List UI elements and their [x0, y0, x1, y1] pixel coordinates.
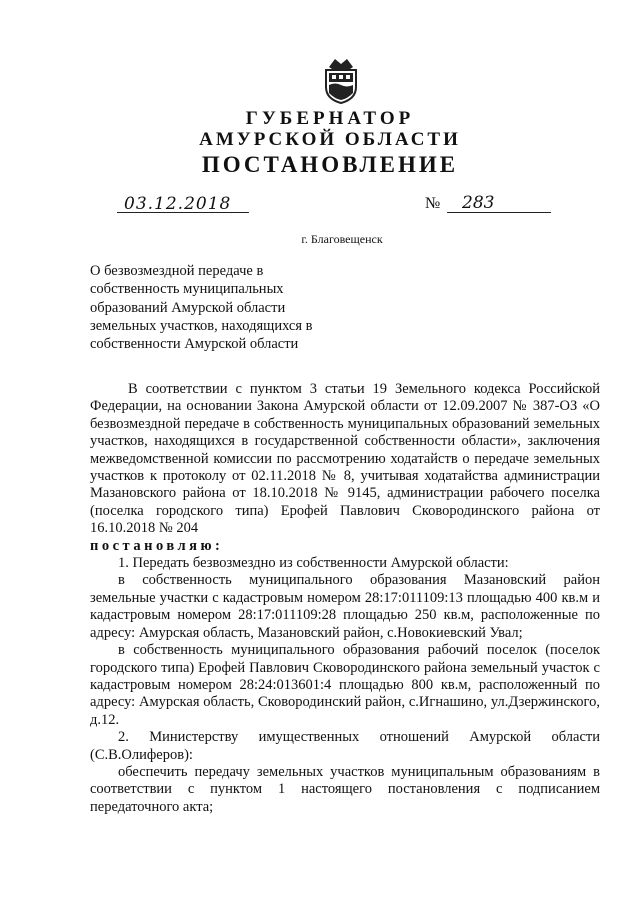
item-2-paragraph-a: обеспечить передачу земельных участков муниципальным образованиям в соответствии с пунктом 1 настоящего постановления с подписанием передаточного акта;	[90, 763, 600, 815]
number-underline	[447, 212, 551, 213]
amur-coat-of-arms-icon	[319, 55, 363, 105]
date-underline	[117, 212, 249, 213]
document-body	[90, 381, 600, 816]
decree-word: постановляю:	[90, 537, 224, 554]
item-1-paragraph-b: в собственность муниципального образования рабочий поселок (поселок городского типа) Ерофей Павлович Сковородинского района земельный участок с кадастровым номером 28:24:013601:4 площадью 800 кв.м, расположенный по адресу: Амурская область, Сковородинский район, с.Игнашино, ул.Дзержинского, д.12.	[90, 642, 600, 728]
city-name: г. Благовещенск	[301, 232, 383, 246]
item-1-paragraph-a: в собственность муниципального образования Мазановский район земельные участки с кадастровым номером 28:17:011109:13 площадью 400 кв.м и кадастровым номером 28:17:011109:28 площадью 250 кв.м, расположенные по адресу: Амурская область, Мазановский район, с.Новокиевский Увал;	[90, 572, 600, 641]
subject-line: земельных участков, находящихся в	[90, 317, 313, 334]
preamble-paragraph: В соответствии с пунктом 3 статьи 19 Земельного кодекса Российской Федерации, на основании Закона Амурской области от 12.09.2007 № 387-ОЗ «О безвозмездной передаче в собственность муниципальных образований земельных участков, находящихся в государственной собственности области», заключения межведомственной комиссии по рассмотрению ходатайств о передаче земельных участков к протоколу от 02.11.2018 № 8, учитывая ходатайства администрации Мазановского района от 18.10.2018 № 9145, администрации рабочего поселка (поселка городского типа) Ерофей Павлович Сковородинского района от 16.10.2018 № 204	[90, 381, 600, 537]
document-number: 283	[462, 193, 495, 213]
region-title: АМУРСКОЙ ОБЛАСТИ	[199, 129, 461, 150]
document-type-title: ПОСТАНОВЛЕНИЕ	[201, 152, 459, 177]
item-2: 2. Министерству имущественных отношений Амурской области (С.В.Олиферов):	[90, 729, 600, 763]
document-date: 03.12.2018	[124, 194, 232, 214]
item-1: 1. Передать безвозмездно из собственности Амурской области:	[118, 555, 509, 572]
document-subject	[90, 262, 370, 353]
subject-line: собственности Амурской области	[90, 336, 299, 353]
governor-title: ГУБЕРНАТОР	[245, 108, 415, 129]
subject-line: образований Амурской области	[90, 299, 286, 316]
subject-line: О безвозмездной передаче в	[90, 263, 264, 279]
subject-line: собственность муниципальных	[90, 281, 284, 298]
number-sign: №	[425, 195, 441, 212]
